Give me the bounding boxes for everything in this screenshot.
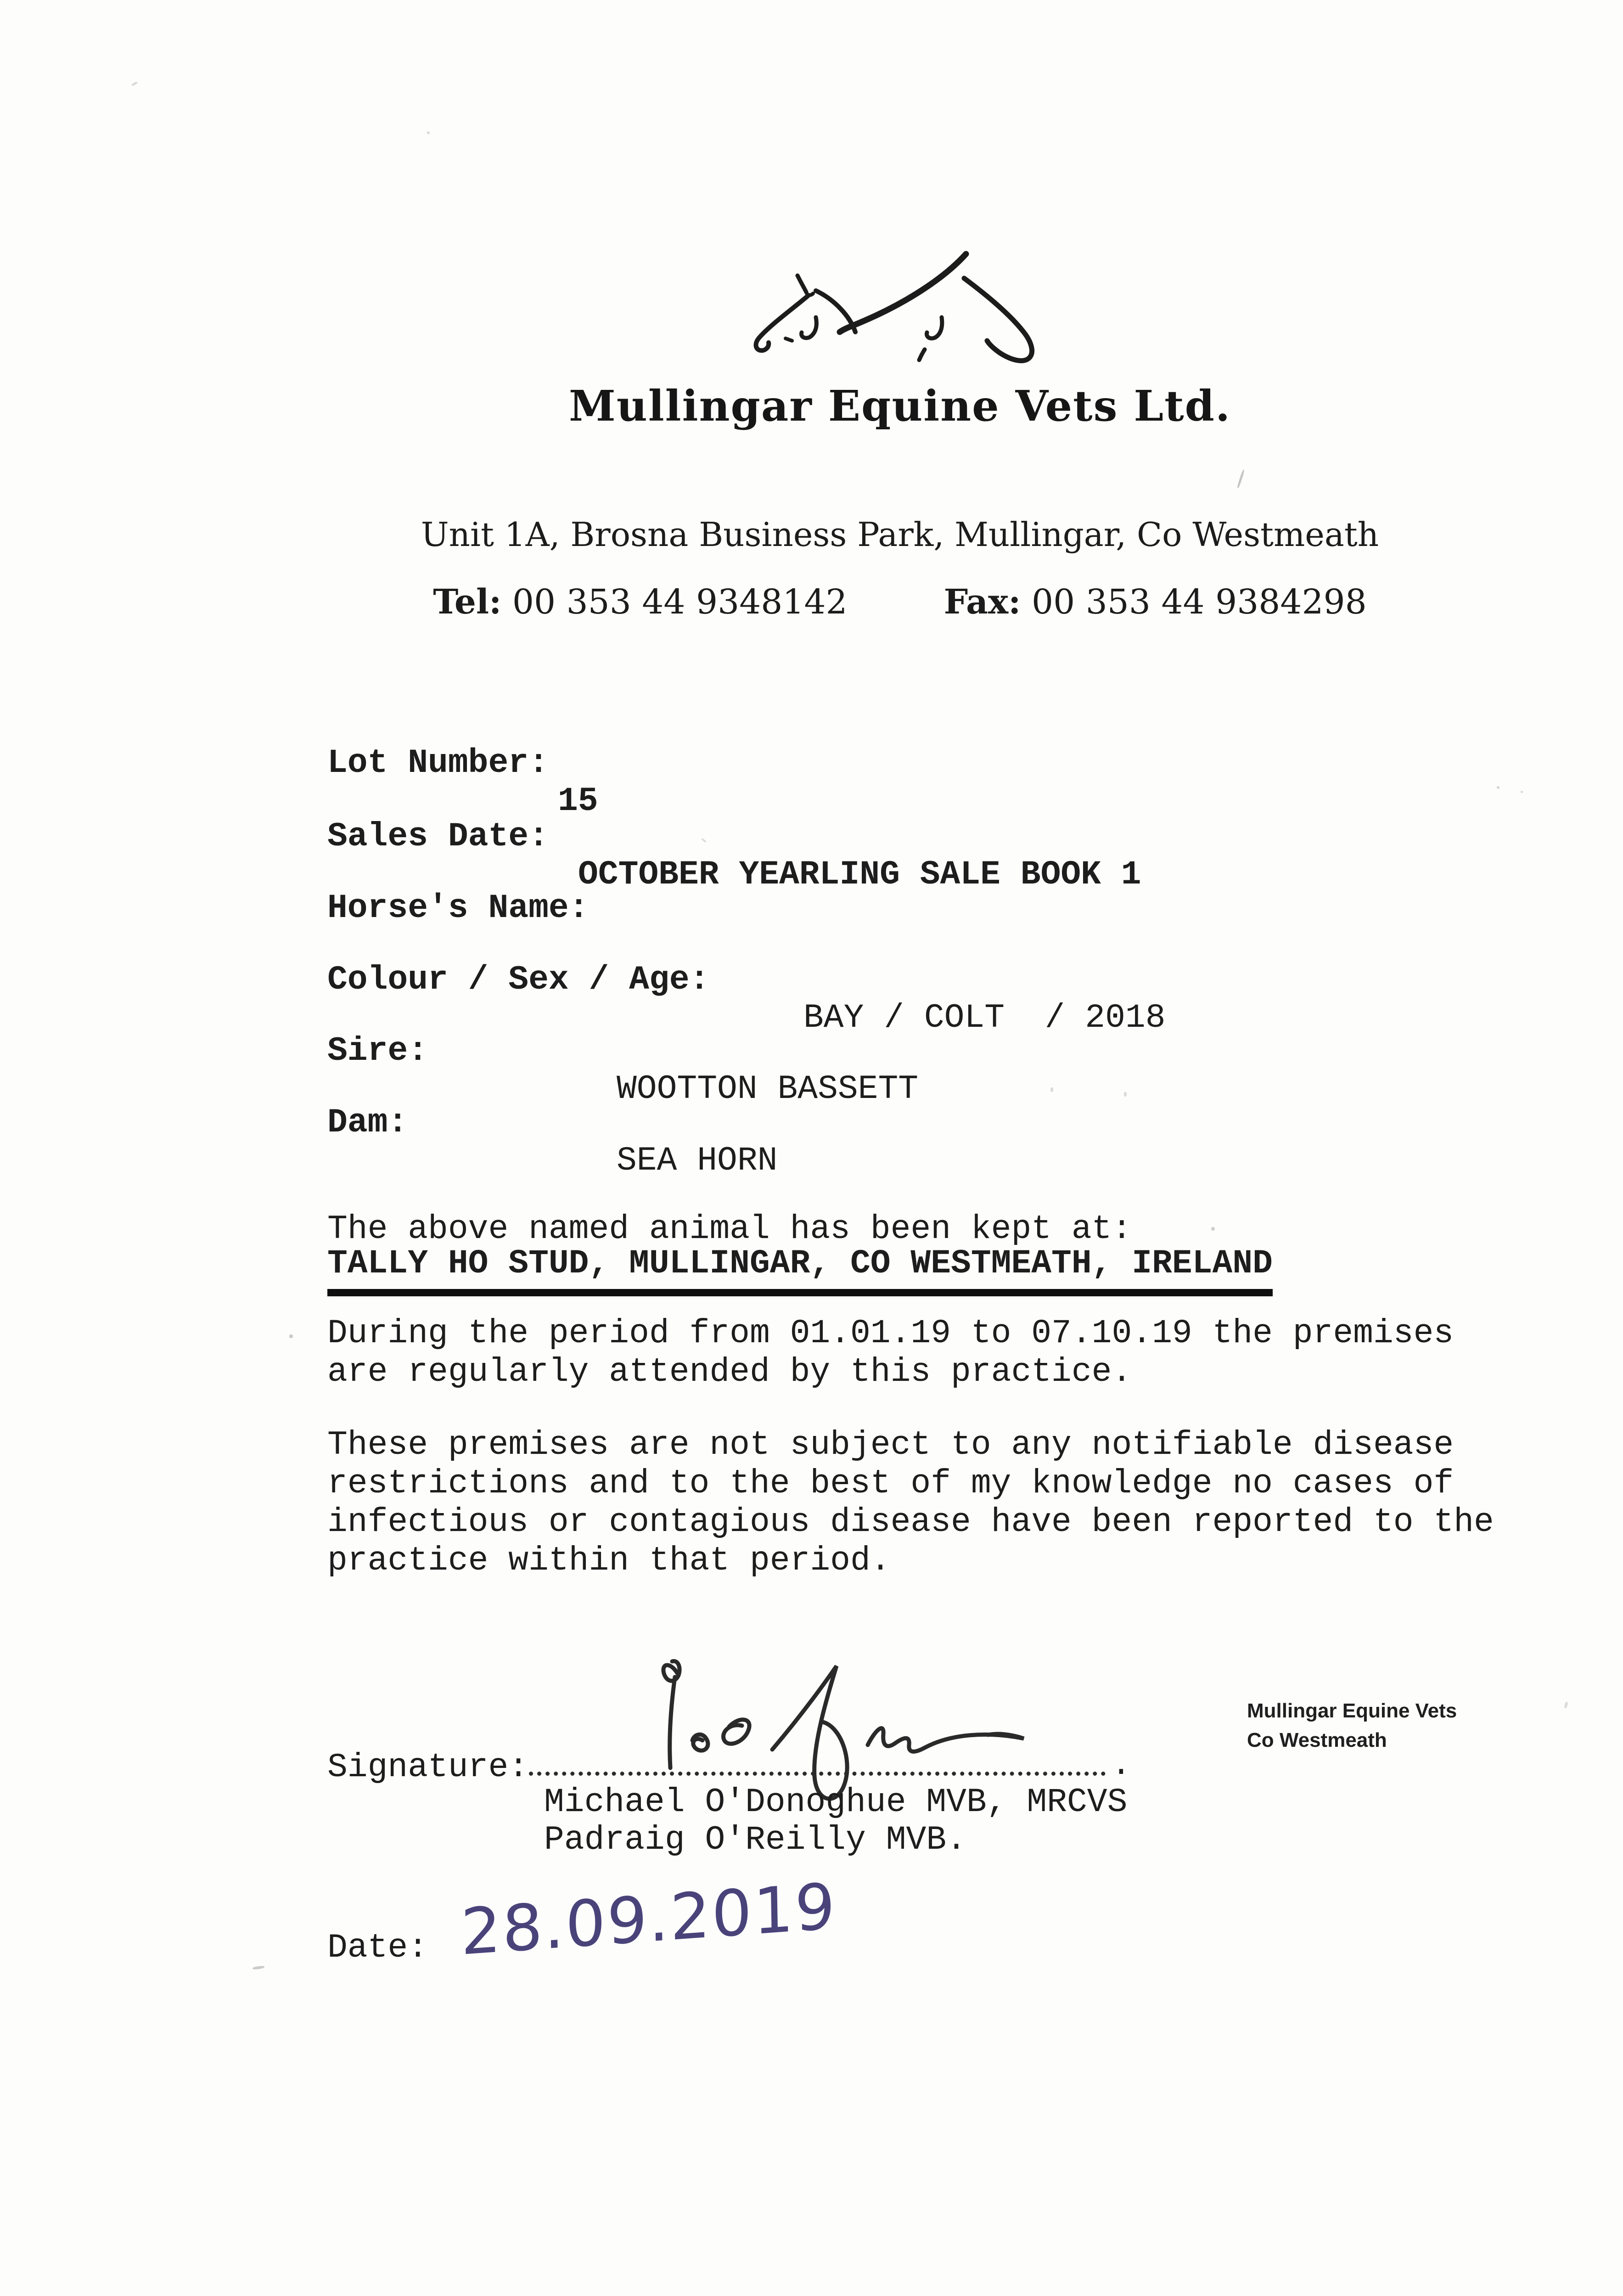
signature-line-period: . <box>1111 1746 1131 1784</box>
disease-paragraph-line1: These premises are not subject to any notifiable disease <box>327 1426 1454 1464</box>
scan-speck <box>1497 786 1499 789</box>
practice-contact <box>179 582 1621 622</box>
dam-label: Dam: <box>327 1103 408 1142</box>
disease-paragraph-line3: infectious or contagious disease have been reported to the <box>327 1503 1494 1541</box>
colour-sex-age-value: BAY / COLT / 2018 <box>803 999 1166 1037</box>
vet-name-line2: Padraig O'Reilly MVB. <box>544 1821 966 1859</box>
scan-speck <box>253 1965 265 1970</box>
scan-speck <box>1050 1087 1053 1092</box>
dam-value: SEA HORN <box>617 1142 778 1180</box>
period-paragraph-line1: During the period from 01.01.19 to 07.10.19 the premises <box>327 1314 1454 1352</box>
lot-number-value: 15 <box>558 782 598 820</box>
scan-speck <box>289 1334 293 1338</box>
disease-paragraph-line2: restrictions and to the best of my knowledge no cases of <box>327 1464 1454 1503</box>
disease-paragraph-line4: practice within that period. <box>327 1542 891 1580</box>
scan-speck <box>1237 469 1245 488</box>
kept-at-location: TALLY HO STUD, MULLINGAR, CO WESTMEATH, IRELAND <box>327 1244 1273 1296</box>
field-lot-number <box>0 706 1623 820</box>
practice-title: Mullingar Equine Vets Ltd. <box>569 381 1231 431</box>
kept-at-intro: The above named animal has been kept at: <box>327 1210 1132 1248</box>
field-colour-sex-age <box>0 923 1623 1037</box>
field-horse-name <box>0 851 1623 927</box>
lot-number-label: Lot Number: <box>327 744 549 782</box>
practice-address: Unit 1A, Brosna Business Park, Mullingar, Co Westmeath <box>421 515 1379 554</box>
horse-heads-logo <box>714 239 1090 390</box>
field-sire <box>0 994 1623 1108</box>
scan-speck <box>1211 1227 1215 1231</box>
horse-name-label: Horse's Name: <box>327 889 589 927</box>
scan-speck <box>1564 1701 1568 1708</box>
period-paragraph-line2: are regularly attended by this practice. <box>327 1353 1132 1391</box>
tel-label: Tel: <box>433 582 502 622</box>
scan-speck <box>1124 1092 1127 1097</box>
fax-number: 00 353 44 9384298 <box>1021 582 1367 622</box>
stamp-line2: Co Westmeath <box>1247 1729 1387 1751</box>
vet-name-line1: Michael O'Donoghue MVB, MRCVS <box>544 1783 1128 1821</box>
sales-date-label: Sales Date: <box>327 817 549 855</box>
colour-sex-age-label: Colour / Sex / Age: <box>327 961 710 999</box>
date-label: Date: <box>327 1929 428 1967</box>
field-dam <box>0 1065 1623 1180</box>
sire-value: WOOTTON BASSETT <box>617 1070 919 1108</box>
sire-label: Sire: <box>327 1032 428 1070</box>
handwritten-date: 28.09.2019 <box>460 1869 837 1970</box>
signature-label: Signature: <box>327 1748 529 1786</box>
field-sales-date <box>0 779 1623 894</box>
kept-at-location-line <box>327 1244 1273 1296</box>
stamp-line1: Mullingar Equine Vets <box>1247 1699 1457 1722</box>
scan-speck <box>1521 791 1523 793</box>
fax-label: Fax: <box>943 582 1021 622</box>
practice-stamp <box>1247 1696 1457 1755</box>
scan-speck <box>131 81 138 86</box>
tel-number: 00 353 44 9348142 <box>501 582 848 622</box>
scan-speck <box>701 838 707 843</box>
scan-speck <box>427 131 430 134</box>
sales-date-value: OCTOBER YEARLING SALE BOOK 1 <box>578 855 1141 894</box>
